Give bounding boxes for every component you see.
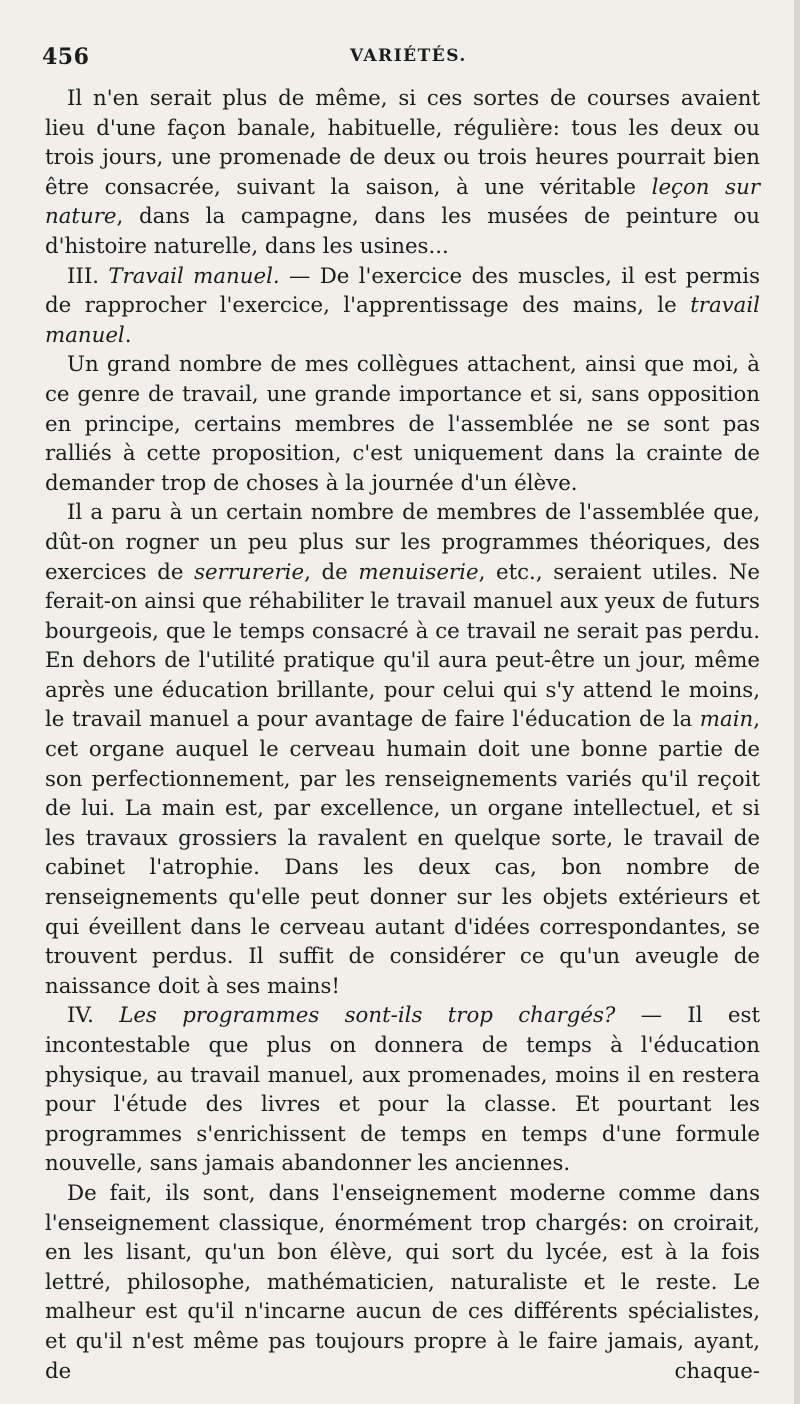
- running-head: VARIÉTÉS.: [350, 46, 467, 66]
- text-run: Un grand nombre de mes collègues attachent, ainsi que moi, à ce genre de travail, une grande importance et si, sans opposition en principe, certains membres de l'assemblée ne se sont pas ralliés à cette proposition, c'est uniquement dans la crainte de demander trop de choses à la journée d'un élève.: [45, 352, 760, 496]
- body-text: [45, 84, 760, 1386]
- text-run: Il a paru à un certain nombre de membres de l'assemblée que, dût-on rogner un peu plus sur les programmes théoriques, des exercices de: [45, 500, 760, 585]
- text-run: III.: [67, 263, 109, 289]
- paragraph: [45, 84, 760, 262]
- text-run: , de: [304, 559, 359, 585]
- paragraph: [45, 1001, 760, 1179]
- paragraph: [45, 350, 760, 498]
- italic-run: main: [699, 707, 754, 733]
- text-run: , etc., seraient utiles. Ne ferait-on ainsi que réhabiliter le travail manuel aux yeux de futurs bourgeois, que le temps consacré à ce travail ne serait pas perdu. En dehors de l'utilité pratique qu'il aura peut-être un jour, même après une éducation brillante, pour celui qui s'y attend le moins, le travail manuel a pour avantage de faire l'éducation de la: [45, 559, 761, 733]
- text-run: Il n'en serait plus de même, si ces sortes de courses avaient lieu d'une façon banale, habituelle, régulière: tous les deux ou trois jours, une promenade de deux ou trois heures pourrait bien être consacrée, suivant la saison, à une véritable: [45, 86, 760, 200]
- page-number: 456: [42, 44, 90, 70]
- paragraph: [45, 262, 760, 351]
- text-run: , cet organe auquel le cerveau humain doit une bonne partie de son perfectionnement, par les renseignements variés qu'il reçoit de lui. La main est, par excellence, un organe intellectuel, et si les travaux grossiers la ravalent en quelque sorte, le travail de cabinet l'atrophie. Dans les deux cas, bon nombre de renseignements qu'elle peut donner sur les objets extérieurs et qui éveillent dans le cerveau autant d'idées correspondantes, se trouvent perdus. Il suffit de considérer ce qu'un aveugle de naissance doit à ses mains!: [45, 707, 760, 999]
- italic-run: Travail manuel.: [108, 263, 280, 289]
- text-run: — Il est incontestable que plus on donnera de temps à l'éducation physique, au travail manuel, aux promenades, moins il en restera pour l'étude des livres et pour la classe. Et pourtant les programmes s'enrichissent de temps en temps d'une formule nouvelle, sans jamais abandonner les anciennes.: [45, 1003, 761, 1177]
- text-run: , dans la campagne, dans les musées de peinture ou d'histoire naturelle, dans les usines...: [45, 204, 760, 259]
- italic-run: Les programmes sont-ils trop chargés?: [119, 1003, 616, 1029]
- paragraph: [45, 1179, 760, 1386]
- text-run: De fait, ils sont, dans l'enseignement moderne comme dans l'enseignement classique, énormément trop chargés: on croirait, en les lisant, qu'un bon élève, qui sort du lycée, est à la fois lettré, philosophe, mathématicien, naturaliste et le reste. Le malheur est qu'il n'incarne aucun de ces différents spécialistes, et qu'il n'est même pas toujours propre à le faire jamais, ayant, de chaque-: [45, 1180, 760, 1384]
- text-run: — De l'exercice des muscles, il est permis de rapprocher l'exercice, l'apprentissage des mains, le: [45, 263, 761, 319]
- text-run: IV.: [67, 1003, 120, 1029]
- page-header: [42, 44, 762, 72]
- italic-run: leçon sur nature: [45, 174, 760, 230]
- text-run: .: [124, 322, 132, 348]
- paragraph: [45, 498, 760, 1001]
- italic-run: serrurerie: [194, 559, 305, 585]
- italic-run: travail manuel: [45, 293, 760, 348]
- italic-run: menuiserie: [358, 559, 479, 585]
